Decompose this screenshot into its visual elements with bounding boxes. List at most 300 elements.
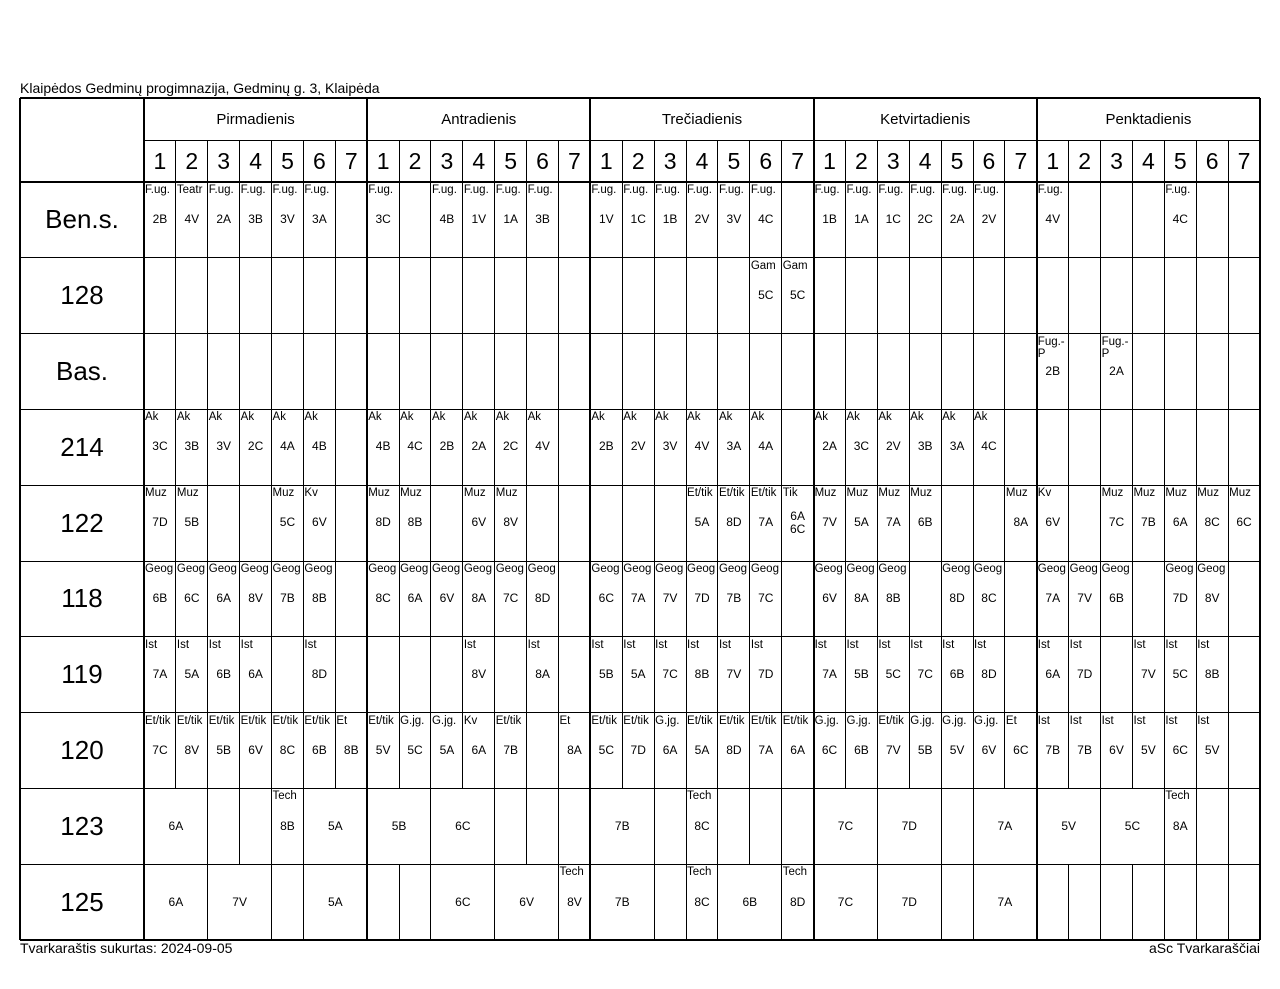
lesson-cell[interactable]: [1101, 713, 1133, 789]
lesson-cell[interactable]: [1005, 713, 1037, 789]
lesson-cell[interactable]: [240, 637, 272, 713]
lesson-subject: Ak: [623, 411, 637, 424]
lesson-cell[interactable]: [1037, 561, 1069, 637]
lesson-cell[interactable]: [208, 182, 240, 258]
lesson-cell[interactable]: [750, 561, 782, 637]
lesson-cell[interactable]: [1037, 334, 1069, 410]
lesson-subject: Geog: [718, 563, 748, 575]
lesson-cell[interactable]: [495, 713, 527, 789]
lesson-cell[interactable]: [240, 409, 272, 485]
lesson-subject: Et/tik: [591, 714, 617, 727]
lesson-cell[interactable]: [814, 561, 846, 637]
lesson-block[interactable]: [559, 864, 591, 940]
lesson-cell[interactable]: [750, 637, 782, 713]
lesson-subject: F.ug.: [878, 184, 904, 196]
lesson-subject: Muz: [495, 487, 518, 500]
lesson-cell[interactable]: [845, 182, 877, 258]
lesson-class: 8V: [503, 515, 519, 530]
lesson-cell[interactable]: [622, 561, 654, 637]
lesson-cell[interactable]: [1037, 485, 1069, 561]
lesson-block[interactable]: [1164, 788, 1196, 864]
lesson-class: 4V: [1045, 212, 1061, 226]
lesson-cell[interactable]: [1164, 713, 1196, 789]
lesson-cell[interactable]: [877, 409, 909, 485]
lesson-cell[interactable]: [814, 713, 846, 789]
lesson-cell[interactable]: [144, 182, 176, 258]
lesson-block[interactable]: [208, 864, 272, 940]
lesson-cell[interactable]: [877, 561, 909, 637]
lesson-cell[interactable]: [1101, 561, 1133, 637]
lesson-subject: Gam: [782, 259, 808, 272]
lesson-class: 2C: [503, 439, 519, 454]
lesson-class: 5C: [279, 515, 296, 530]
grid-line: [526, 258, 527, 334]
lesson-cell[interactable]: [367, 182, 399, 258]
lesson-cell[interactable]: [272, 713, 304, 789]
lesson-class: 5C: [758, 287, 774, 302]
lesson-cell[interactable]: [144, 561, 176, 637]
lesson-subject: G.jg.: [846, 714, 871, 727]
lesson-cell[interactable]: [750, 713, 782, 789]
grid-line: [335, 258, 336, 334]
grid-line: [303, 334, 304, 410]
lesson-subject: Ak: [846, 411, 860, 424]
lesson-class: 6A: [248, 666, 263, 681]
lesson-cell[interactable]: [176, 561, 208, 637]
lesson-class: 3A: [312, 212, 327, 226]
lesson-cell[interactable]: [718, 182, 750, 258]
lesson-cell[interactable]: [176, 713, 208, 789]
lesson-cell[interactable]: [750, 409, 782, 485]
lesson-cell[interactable]: [495, 182, 527, 258]
lesson-cell[interactable]: [718, 637, 750, 713]
lesson-cell[interactable]: [399, 409, 431, 485]
lesson-class: 8C: [279, 742, 296, 757]
lesson-block[interactable]: [431, 788, 495, 864]
lesson-subject: F.ug.: [495, 184, 521, 196]
grid-line: [877, 334, 878, 410]
grid-line: [1100, 258, 1101, 334]
lesson-cell[interactable]: [590, 637, 622, 713]
lesson-class: 6V: [312, 515, 327, 530]
period-header: 6: [536, 147, 549, 174]
lesson-cell[interactable]: [272, 485, 304, 561]
lesson-cell[interactable]: [272, 561, 304, 637]
lesson-cell[interactable]: [495, 561, 527, 637]
lesson-cell[interactable]: [272, 409, 304, 485]
lesson-block[interactable]: [303, 788, 367, 864]
lesson-subject: Ist: [527, 638, 540, 651]
grid-line: [558, 788, 559, 864]
lesson-class: 8C: [981, 591, 997, 605]
lesson-cell[interactable]: [240, 713, 272, 789]
lesson-block[interactable]: [1101, 788, 1165, 864]
room-label: 119: [61, 659, 103, 690]
lesson-cell[interactable]: [590, 561, 622, 637]
lesson-block[interactable]: [1037, 788, 1101, 864]
lesson-block[interactable]: [718, 864, 782, 940]
lesson-cell[interactable]: [718, 561, 750, 637]
lesson-cell[interactable]: [686, 409, 718, 485]
lesson-cell[interactable]: [463, 485, 495, 561]
lesson-cell[interactable]: [622, 637, 654, 713]
grid-line: [526, 788, 527, 864]
lesson-subject: Et/tik: [782, 714, 809, 727]
lesson-cell[interactable]: [622, 409, 654, 485]
lesson-cell[interactable]: [686, 561, 718, 637]
lesson-subject: F.ug.: [655, 184, 681, 196]
grid-line: [845, 334, 846, 410]
lesson-cell[interactable]: [1132, 637, 1164, 713]
lesson-cell[interactable]: [463, 713, 495, 789]
lesson-cell[interactable]: [1196, 713, 1228, 789]
period-header: 5: [504, 147, 518, 174]
lesson-cell[interactable]: [240, 561, 272, 637]
lesson-cell[interactable]: [814, 637, 846, 713]
lesson-cell[interactable]: [909, 637, 941, 713]
lesson-block[interactable]: [686, 864, 718, 940]
lesson-cell[interactable]: [686, 485, 718, 561]
lesson-cell[interactable]: [495, 485, 527, 561]
lesson-cell[interactable]: [814, 485, 846, 561]
lesson-cell[interactable]: [303, 637, 335, 713]
lesson-cell[interactable]: [1101, 485, 1133, 561]
lesson-cell[interactable]: [431, 409, 463, 485]
lesson-class: 1A: [854, 212, 869, 226]
lesson-class: 1C: [885, 212, 901, 226]
lesson-cell[interactable]: [208, 409, 240, 485]
lesson-cell[interactable]: [590, 713, 622, 789]
lesson-cell[interactable]: [144, 713, 176, 789]
lesson-block[interactable]: [877, 788, 941, 864]
lesson-cell[interactable]: [1196, 637, 1228, 713]
lesson-cell[interactable]: [941, 561, 973, 637]
lesson-class: 7D: [152, 515, 168, 530]
day-header: Pirmadienis: [216, 110, 295, 128]
lesson-cell[interactable]: [527, 409, 559, 485]
lesson-cell[interactable]: [654, 409, 686, 485]
lesson-class: 8C: [694, 819, 710, 834]
lesson-subject: G.jg.: [431, 714, 457, 727]
lesson-cell[interactable]: [1037, 182, 1069, 258]
lesson-cell[interactable]: [1101, 334, 1133, 410]
lesson-cell[interactable]: [654, 637, 686, 713]
lesson-block[interactable]: [814, 788, 878, 864]
lesson-cell[interactable]: [463, 182, 495, 258]
lesson-subject: F.ug.: [846, 184, 872, 196]
lesson-cell[interactable]: [367, 485, 399, 561]
lesson-subject: Muz: [145, 487, 167, 500]
lesson-cell[interactable]: [144, 637, 176, 713]
lesson-subject: Et/tik: [750, 487, 777, 500]
lesson-cell[interactable]: [463, 637, 495, 713]
lesson-class: 4V: [184, 212, 200, 226]
period-header: 7: [568, 147, 581, 174]
lesson-class: 7C: [503, 591, 519, 605]
lesson-cell[interactable]: [622, 713, 654, 789]
lesson-class: 7A: [997, 895, 1013, 910]
lesson-class: 8D: [726, 515, 742, 530]
lesson-cell[interactable]: [1132, 485, 1164, 561]
lesson-cell[interactable]: [909, 485, 941, 561]
lesson-cell[interactable]: [973, 409, 1005, 485]
lesson-subject: Ak: [974, 411, 988, 424]
lesson-class: 6A: [1045, 666, 1061, 681]
lesson-cell[interactable]: [909, 409, 941, 485]
lesson-block[interactable]: [431, 864, 495, 940]
lesson-cell[interactable]: [527, 637, 559, 713]
lesson-cell[interactable]: [303, 409, 335, 485]
lesson-cell[interactable]: [367, 713, 399, 789]
lesson-subject: Ak: [527, 411, 542, 424]
lesson-cell[interactable]: [240, 182, 272, 258]
lesson-subject: Et/tik: [304, 714, 330, 727]
lesson-class: 7V: [662, 591, 678, 605]
lesson-cell[interactable]: [782, 485, 814, 561]
lesson-cell[interactable]: [335, 713, 367, 789]
lesson-class: 5V: [1204, 742, 1220, 757]
lesson-block[interactable]: [590, 864, 654, 940]
lesson-class: 4C: [407, 439, 423, 454]
grid-line: [494, 334, 495, 410]
lesson-subject: Geog: [304, 563, 333, 575]
lesson-class: 3B: [248, 212, 263, 226]
lesson-class: 7D: [901, 895, 917, 910]
lesson-cell[interactable]: [272, 182, 304, 258]
lesson-cell[interactable]: [686, 713, 718, 789]
lesson-cell[interactable]: [1069, 561, 1101, 637]
lesson-subject: Geog: [623, 563, 652, 575]
lesson-subject: G.jg.: [814, 714, 839, 727]
lesson-block[interactable]: [272, 788, 304, 864]
lesson-block[interactable]: [590, 788, 654, 864]
lesson-cell[interactable]: [1164, 485, 1196, 561]
lesson-cell[interactable]: [144, 485, 176, 561]
lesson-class: 7A: [822, 666, 837, 681]
grid-line: [1196, 409, 1197, 485]
lesson-cell[interactable]: [750, 485, 782, 561]
lesson-cell[interactable]: [1069, 637, 1101, 713]
lesson-cell[interactable]: [176, 182, 208, 258]
lesson-cell[interactable]: [1196, 561, 1228, 637]
lesson-cell[interactable]: [941, 713, 973, 789]
lesson-cell[interactable]: [367, 561, 399, 637]
lesson-class: 2B: [439, 439, 455, 454]
lesson-cell[interactable]: [845, 637, 877, 713]
lesson-cell[interactable]: [303, 485, 335, 561]
lesson-class: 5V: [1061, 819, 1077, 834]
lesson-cell[interactable]: [845, 561, 877, 637]
lesson-class: 7B: [1045, 742, 1061, 757]
grid-line: [399, 864, 400, 940]
lesson-cell[interactable]: [495, 409, 527, 485]
lesson-cell[interactable]: [463, 409, 495, 485]
lesson-cell[interactable]: [176, 637, 208, 713]
lesson-cell[interactable]: [431, 182, 463, 258]
lesson-cell[interactable]: [877, 182, 909, 258]
lesson-cell[interactable]: [877, 637, 909, 713]
lesson-cell[interactable]: [208, 561, 240, 637]
lesson-cell[interactable]: [941, 182, 973, 258]
lesson-cell[interactable]: [527, 561, 559, 637]
lesson-class: 7C: [917, 666, 933, 681]
lesson-class: 6B: [742, 895, 758, 910]
grid-line: [462, 334, 463, 410]
lesson-subject: F.ug.: [208, 184, 234, 196]
lesson-cell[interactable]: [654, 561, 686, 637]
lesson-class: 3C: [375, 212, 391, 226]
lesson-cell[interactable]: [877, 485, 909, 561]
lesson-subject: Et/tik: [750, 714, 777, 727]
lesson-cell[interactable]: [303, 713, 335, 789]
period-header: 3: [886, 147, 900, 174]
lesson-cell[interactable]: [176, 409, 208, 485]
lesson-cell[interactable]: [909, 713, 941, 789]
lesson-block[interactable]: [973, 864, 1037, 940]
lesson-cell[interactable]: [399, 561, 431, 637]
lesson-cell[interactable]: [463, 561, 495, 637]
lesson-cell[interactable]: [750, 258, 782, 334]
lesson-block[interactable]: [782, 864, 814, 940]
lesson-class: 7B: [280, 591, 295, 605]
lesson-class: 5B: [854, 666, 869, 681]
lesson-cell[interactable]: [782, 258, 814, 334]
lesson-cell[interactable]: [909, 182, 941, 258]
lesson-cell[interactable]: [1164, 637, 1196, 713]
lesson-cell[interactable]: [1164, 182, 1196, 258]
lesson-subject: Ist: [1069, 638, 1082, 651]
lesson-block[interactable]: [495, 864, 559, 940]
lesson-cell[interactable]: [654, 713, 686, 789]
lesson-subject: Muz: [400, 487, 422, 500]
lesson-block[interactable]: [367, 788, 431, 864]
lesson-block[interactable]: [144, 788, 208, 864]
lesson-cell[interactable]: [1228, 485, 1260, 561]
lesson-class: 6C: [455, 819, 471, 834]
lesson-cell[interactable]: [208, 637, 240, 713]
lesson-block[interactable]: [973, 788, 1037, 864]
lesson-cell[interactable]: [176, 485, 208, 561]
lesson-block[interactable]: [686, 788, 718, 864]
lesson-cell[interactable]: [367, 409, 399, 485]
lesson-block[interactable]: [144, 864, 208, 940]
lesson-subject: Geog: [814, 563, 843, 575]
lesson-cell[interactable]: [845, 485, 877, 561]
lesson-class: 7A: [885, 515, 901, 530]
lesson-cell[interactable]: [590, 409, 622, 485]
lesson-class: 3V: [216, 439, 232, 454]
lesson-cell[interactable]: [973, 637, 1005, 713]
lesson-cell[interactable]: [1005, 485, 1037, 561]
lesson-subject: Ist: [1069, 714, 1082, 727]
lesson-block[interactable]: [303, 864, 367, 940]
period-header: 6: [982, 147, 996, 174]
lesson-cell[interactable]: [144, 409, 176, 485]
lesson-cell[interactable]: [845, 409, 877, 485]
lesson-subject: Ist: [655, 638, 668, 651]
lesson-cell[interactable]: [208, 713, 240, 789]
lesson-class: 8D: [789, 895, 806, 910]
period-header: 1: [823, 147, 836, 174]
lesson-cell[interactable]: [431, 561, 463, 637]
lesson-cell[interactable]: [1037, 637, 1069, 713]
lesson-subject: Muz: [1133, 487, 1156, 500]
lesson-subject: G.jg.: [974, 714, 999, 727]
lesson-cell[interactable]: [590, 182, 622, 258]
lesson-cell[interactable]: [654, 182, 686, 258]
lesson-subject: Geog: [272, 563, 301, 575]
lesson-subject: Geog: [750, 563, 779, 575]
lesson-cell[interactable]: [431, 713, 463, 789]
lesson-cell[interactable]: [973, 713, 1005, 789]
lesson-subject: F.ug.: [368, 184, 394, 196]
lesson-cell[interactable]: [718, 409, 750, 485]
lesson-block[interactable]: [877, 864, 941, 940]
lesson-cell[interactable]: [399, 485, 431, 561]
lesson-class: 2V: [630, 439, 646, 454]
lesson-cell[interactable]: [877, 713, 909, 789]
lesson-cell[interactable]: [814, 182, 846, 258]
lesson-cell[interactable]: [686, 182, 718, 258]
lesson-class: 2A: [822, 439, 837, 454]
lesson-class: 1B: [662, 212, 678, 226]
lesson-class: 2V: [694, 212, 710, 226]
lesson-cell[interactable]: [1196, 485, 1228, 561]
lesson-cell[interactable]: [718, 713, 750, 789]
lesson-cell[interactable]: [303, 561, 335, 637]
lesson-cell[interactable]: [1037, 713, 1069, 789]
lesson-cell[interactable]: [814, 409, 846, 485]
grid-line: [239, 788, 240, 864]
grid-line: [430, 258, 431, 334]
lesson-class: 5C: [789, 287, 806, 302]
lesson-block[interactable]: [814, 864, 878, 940]
lesson-cell[interactable]: [973, 561, 1005, 637]
lesson-class: 6V: [439, 591, 455, 605]
lesson-class: 7A: [630, 591, 646, 605]
lesson-cell[interactable]: [782, 713, 814, 789]
lesson-cell[interactable]: [1069, 713, 1101, 789]
grid-line: [1004, 258, 1005, 334]
lesson-cell[interactable]: [527, 182, 559, 258]
lesson-cell[interactable]: [973, 182, 1005, 258]
lesson-class: 7C: [837, 895, 854, 910]
lesson-cell[interactable]: [686, 637, 718, 713]
lesson-cell[interactable]: [1132, 713, 1164, 789]
lesson-cell[interactable]: [845, 713, 877, 789]
lesson-class: 2V: [885, 439, 901, 454]
lesson-class: 5A: [630, 666, 646, 681]
grid-line: [1196, 334, 1197, 410]
lesson-class: 5C: [598, 742, 614, 757]
lesson-cell[interactable]: [750, 182, 782, 258]
lesson-cell[interactable]: [941, 409, 973, 485]
lesson-cell[interactable]: [941, 637, 973, 713]
lesson-class: 5C: [885, 666, 901, 681]
lesson-cell[interactable]: [622, 182, 654, 258]
lesson-cell[interactable]: [399, 713, 431, 789]
lesson-cell[interactable]: [718, 485, 750, 561]
lesson-cell[interactable]: [303, 182, 335, 258]
lesson-subject: F.ug.: [623, 184, 649, 196]
day-header: Trečiadienis: [661, 110, 743, 128]
lesson-cell[interactable]: [559, 713, 591, 789]
lesson-subject: F.ug.: [750, 184, 776, 196]
grid-line: [271, 334, 272, 410]
lesson-class: 8D: [375, 515, 391, 530]
lesson-subject: Ak: [304, 411, 318, 424]
lesson-cell[interactable]: [1164, 561, 1196, 637]
